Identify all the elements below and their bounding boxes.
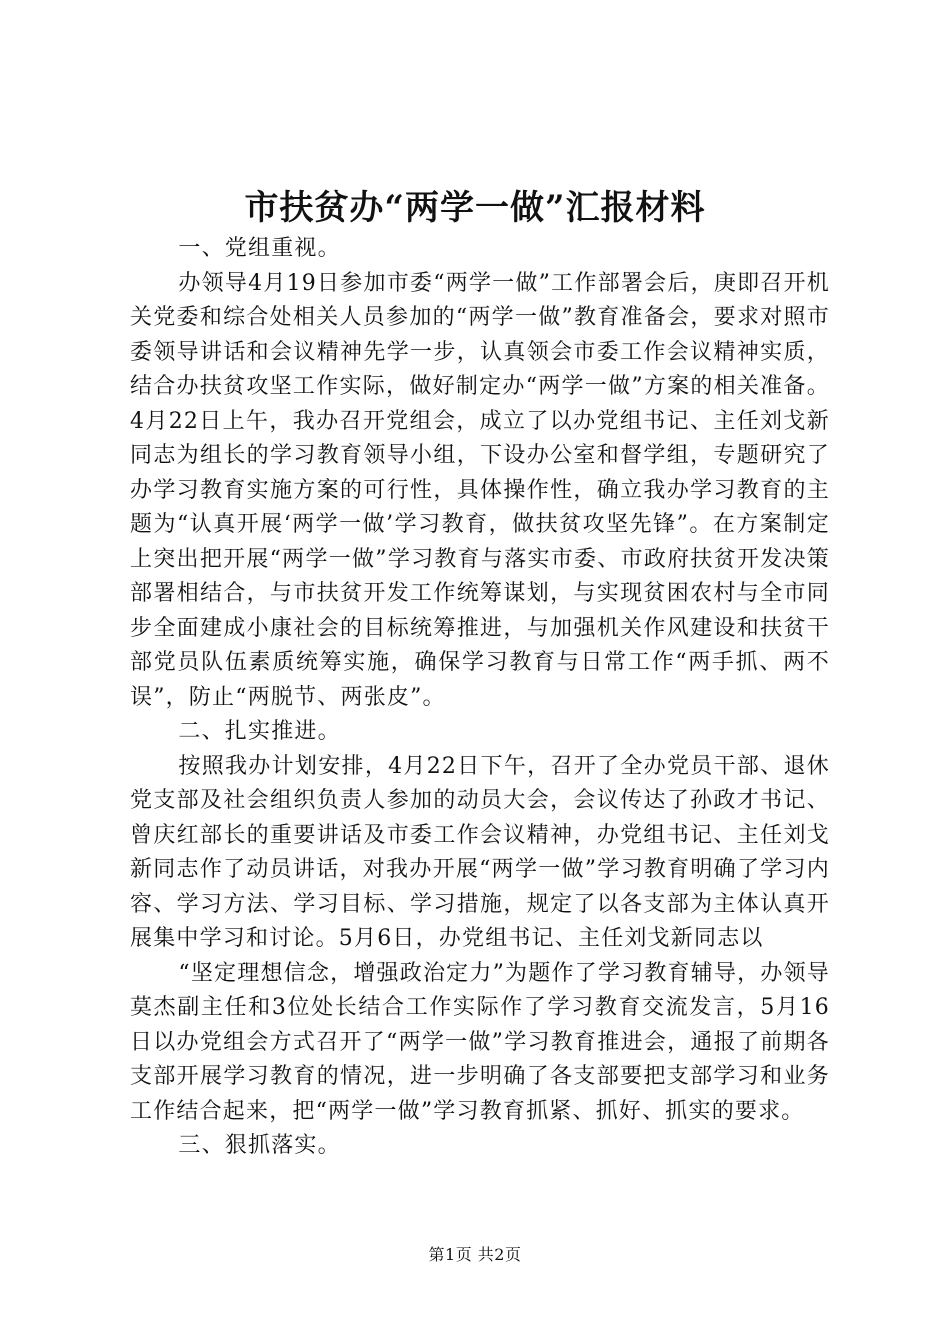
paragraph-1: 办领导4月19日参加市委“两学一做”工作部署会后，庚即召开机关党委和综合处相关人员参加的“两学一做”教育准备会，要求对照市委领导讲话和会议精神先学一步，认真领会市委工作会议精神实质，结合办扶贫攻坚工作实际，做好制定办“两学一做”方案的相关准备。4月22日上午，我办召开党组会，成立了以办党组书记、主任刘戈新同志为组长的学习教育领导小组，下设办公室和督学组，专题研究了办学习教育实施方案的可行性，具体操作性，确立我办学习教育的主题为“认真开展‘两学一做’学习教育，做扶贫攻坚先锋”。在方案制定上突出把开展“两学一做”学习教育与落实市委、市政府扶贫开发决策部署相结合，与市扶贫开发工作统筹谋划，与实现贫困农村与全市同步全面建成小康社会的目标统筹推进，与加强机关作风建设和扶贫干部党员队伍素质统筹实施，确保学习教育与日常工作“两手抓、两不误”，防止“两脱节、两张皮”。 (130, 270, 830, 710)
document-title: 市扶贫办“两学一做”汇报材料 (244, 188, 706, 228)
document-body (130, 232, 830, 1164)
section-heading-1: 一、党组重视。 (178, 236, 341, 261)
paragraph-2: 按照我办计划安排，4月22日下午，召开了全办党员干部、退休党支部及社会组织负责人参加的动员大会，会议传达了孙政才书记、曾庆红部长的重要讲话及市委工作会议精神，办党组书记、主任刘戈新同志作了动员讲话，对我办开展“两学一做”学习教育明确了学习内容、学习方法、学习目标、学习措施，规定了以各支部为主体认真开展集中学习和讨论。5月6日，办党组书记、主任刘戈新同志以 (130, 753, 830, 951)
page-footer: 第1页 共2页 (428, 1245, 522, 1264)
paragraph-3: “坚定理想信念，增强政治定力”为题作了学习教育辅导，办领导莫杰副主任和3位处长结合工作实际作了学习教育交流发言，5月16日以办党组会方式召开了“两学一做”学习教育推进会，通报了前期各支部开展学习教育的情况，进一步明确了各支部要把支部学习和业务工作结合起来，把“两学一做”学习教育抓紧、抓好、抓实的要求。 (130, 960, 830, 1124)
section-heading-2: 二、扎实推进。 (178, 719, 341, 744)
section-heading-3: 三、狠抓落实。 (178, 1133, 341, 1158)
